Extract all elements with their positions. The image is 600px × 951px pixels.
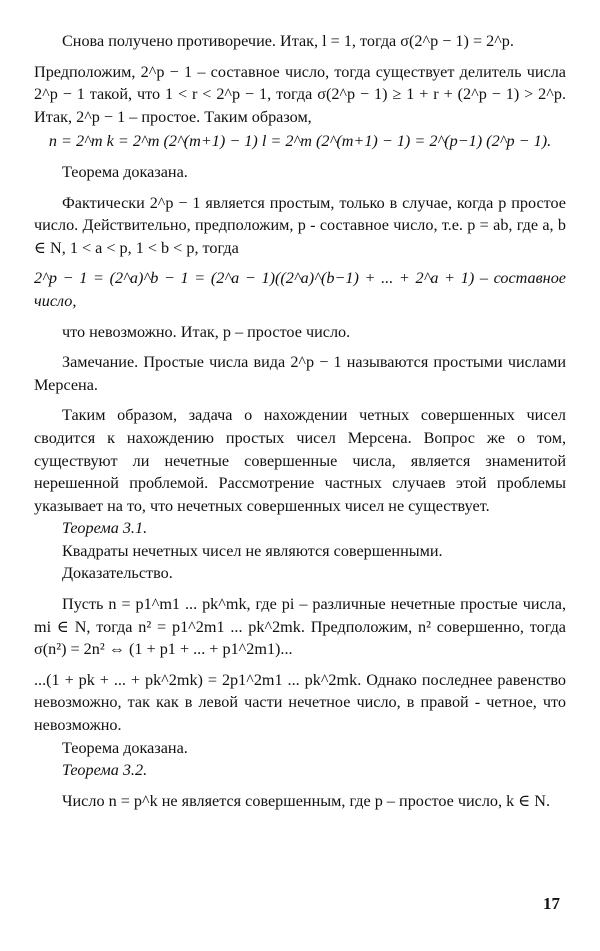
paragraph-actually-prime: Фактически 2^p − 1 является простым, только в случае, когда p простое число. Действительно, предположим, p - составное число, т.е. p = ab, где a, b ∈ N, 1 < a < p, 1 < b < p, тогда	[34, 193, 566, 257]
paragraph-contradiction: Снова получено противоречие. Итак, l = 1, тогда σ(2^p − 1) = 2^p.	[62, 32, 514, 50]
paragraph-suppose-composite: Предположим, 2^p − 1 – составное число, тогда существует делитель числа 2^p − 1 такой, что 1 < r < 2^p − 1, тогда σ(2^p − 1) ≥ 1 + r + (2^p − 1) > 2^p. Итак, 2^p − 1 – простое. Таким образом,	[34, 62, 566, 126]
paragraph-remark-mersenne: Замечание. Простые числа вида 2^p − 1 называются простыми числами Мерсена.	[34, 353, 566, 394]
paragraph-theorem-proved-2: Теорема доказана.	[62, 738, 188, 757]
paragraph-squares: Квадраты нечетных чисел не являются совершенными.	[62, 541, 443, 560]
paragraph-perfect-numbers: Таким образом, задача о нахождении четных совершенных чисел сводится к нахождению простых чисел Мерсена. Вопрос же о том, существуют ли нечетные совершенные числа, является знаменитой нерешенной проблемой. Рассмотрение частных случаев этой проблемы указывает на то, что нечетных совершенных чисел не существует.	[34, 406, 566, 515]
formula-composite: 2^p − 1 = (2^a)^b − 1 = (2^a − 1)((2^a)^(b−1) + ... + 2^a + 1) – составное число,	[34, 269, 566, 310]
formula-n: n = 2^m k = 2^m (2^(m+1) − 1) l = 2^m (2^(m+1) − 1) = 2^(p−1) (2^p − 1).	[48, 132, 552, 151]
paragraph-last-equality: ...(1 + pk + ... + pk^2mk) = 2p1^2m1 ... pk^2mk. Однако последнее равенство невозможно, так как в левой части нечетное число, в правой - четное, что невозможно.	[34, 670, 566, 735]
heading-theorem-3-2: Теорема 3.2.	[62, 761, 148, 780]
paragraph-impossible: что невозможно. Итак, p – простое число.	[62, 322, 351, 341]
heading-proof: Доказательство.	[62, 564, 173, 583]
paragraph-prime-power: Число n = p^k не является совершенным, где p – простое число, k ∈ N.	[62, 791, 551, 810]
paragraph-let-n: Пусть n = p1^m1 ... pk^mk, где pi – различные нечетные простые числа, mi ∈ N, тогда n² = p1^2m1 ... pk^2mk. Предположим, n² совершенно, тогда σ(n²) = 2n² ⇔ (1 + p1 + ... + p1^2m1)...	[34, 595, 566, 659]
paragraph-theorem-proved-1: Теорема доказана.	[62, 162, 188, 181]
heading-theorem-3-1: Теорема 3.1.	[62, 519, 148, 538]
page-number: 17	[543, 894, 560, 913]
